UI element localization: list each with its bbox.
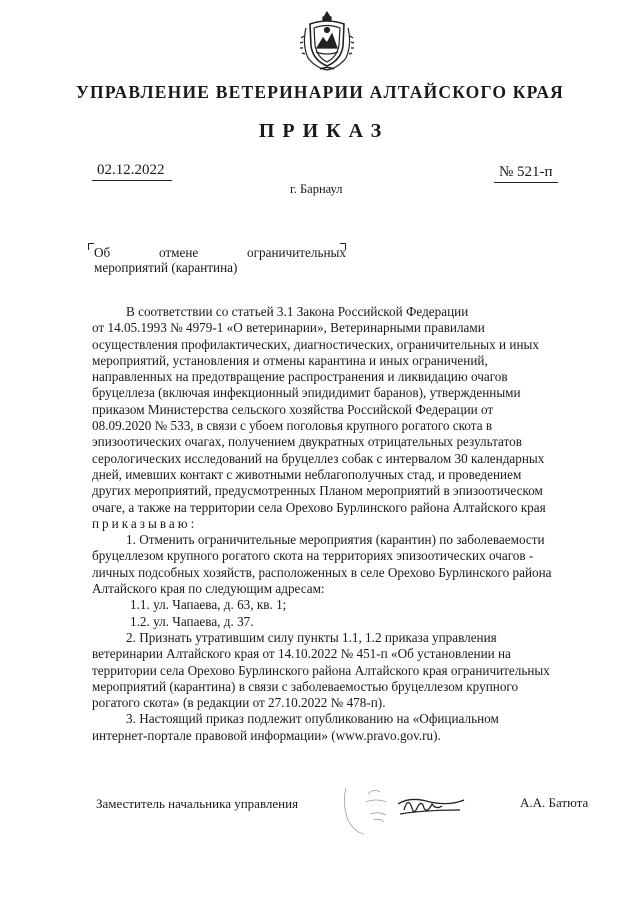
text-line: 3. Настоящий приказ подлежит опубликованию на «Официальном xyxy=(126,711,499,727)
text-line: бруцеллеза (включая инфекционный эпидидимит баранов), утвержденными xyxy=(92,385,521,401)
item-3 xyxy=(92,711,600,744)
text-line: Алтайского края по следующим адресам: xyxy=(92,581,325,597)
address-2: 1.2. ул. Чапаева, д. 37. xyxy=(130,613,254,629)
text-line: направленных на предотвращение распространения и ликвидацию очагов xyxy=(92,369,508,385)
item-1 xyxy=(92,532,600,597)
address-1: 1.1. ул. Чапаева, д. 63, кв. 1; xyxy=(130,597,287,613)
item-2 xyxy=(92,630,600,711)
text-line: других мероприятий, предусмотренных Планом мероприятий в эпизоотическом xyxy=(92,483,543,499)
document-city: г. Барнаул xyxy=(290,182,343,196)
text-line: 08.09.2020 № 533, в связи с убоем поголовья крупного рогатого скота в xyxy=(92,418,493,434)
subject-word: ограничительных xyxy=(247,245,346,260)
text-line: интернет-портале правовой информации» (www.pravo.gov.ru). xyxy=(92,727,441,743)
text-line: от 14.05.1993 № 4979-1 «О ветеринарии», Ветеринарными правилами xyxy=(92,320,485,336)
text-line: 1. Отменить ограничительные мероприятия (карантин) по заболеваемости xyxy=(126,532,545,548)
subject-word: отмене xyxy=(158,245,199,260)
text-line: 2. Признать утратившим силу пункты 1.1, 1.2 приказа управления xyxy=(126,629,497,645)
document-body xyxy=(92,304,600,744)
subject-word: Об xyxy=(94,245,111,260)
document-date: 02.12.2022 xyxy=(97,162,165,178)
signer-name: А.А. Батюта xyxy=(520,795,589,810)
text-line: рогатого скота» (в редакции от 27.10.2022 № 478-п). xyxy=(92,695,386,711)
text-line: территории села Орехово Бурлинского района Алтайского края ограничительных xyxy=(92,662,550,678)
organization-title: УПРАВЛЕНИЕ ВЕТЕРИНАРИИ АЛТАЙСКОГО КРАЯ xyxy=(76,82,564,102)
text-line: В соответствии со статьей 3.1 Закона Российской Федерации xyxy=(126,304,469,319)
text-line: мероприятий (карантина) в связи с заболеваемостью бруцеллезом крупного xyxy=(92,678,519,694)
preamble-paragraph xyxy=(92,304,600,516)
handwritten-signature xyxy=(340,780,470,836)
text-line: серологических исследований на бруцеллез собак с интервалом 30 календарных xyxy=(92,450,545,466)
text-line: осуществления профилактических, диагностических, ограничительных и иных xyxy=(92,336,539,352)
number-underline xyxy=(494,182,558,183)
text-line: личных подсобных хозяйств, расположенных в селе Орехово Бурлинского района xyxy=(92,564,552,580)
altai-coat-of-arms-icon xyxy=(296,8,358,72)
text-line: эпизоотических очагах, получением двукратных отрицательных результатов xyxy=(92,434,522,450)
text-line: приказом Министерства сельского хозяйства Российской Федерации от xyxy=(92,401,494,417)
document-number: № 521-п xyxy=(499,164,553,180)
text-line: дней, имевших контакт с животными неблагополучных стад, и проведением xyxy=(92,466,522,482)
decree-word: приказываю: xyxy=(92,515,198,531)
text-line: ветеринарии Алтайского края от 14.10.2022 № 451-п «Об установлении на xyxy=(92,646,511,662)
subject-line-2: мероприятий (карантина) xyxy=(94,260,238,275)
document-subject xyxy=(94,245,346,275)
text-line: бруцеллезом крупного рогатого скота на территориях эпизоотических очагов - xyxy=(92,548,534,564)
text-line: мероприятий, установления и отмены карантина и иных ограничений, xyxy=(92,352,488,368)
document-type: ПРИКАЗ xyxy=(258,120,390,142)
text-line: очаге, а также на территории села Орехово Бурлинского района Алтайского края xyxy=(92,499,546,515)
date-underline xyxy=(92,180,172,181)
signer-title: Заместитель начальника управления xyxy=(96,796,299,811)
